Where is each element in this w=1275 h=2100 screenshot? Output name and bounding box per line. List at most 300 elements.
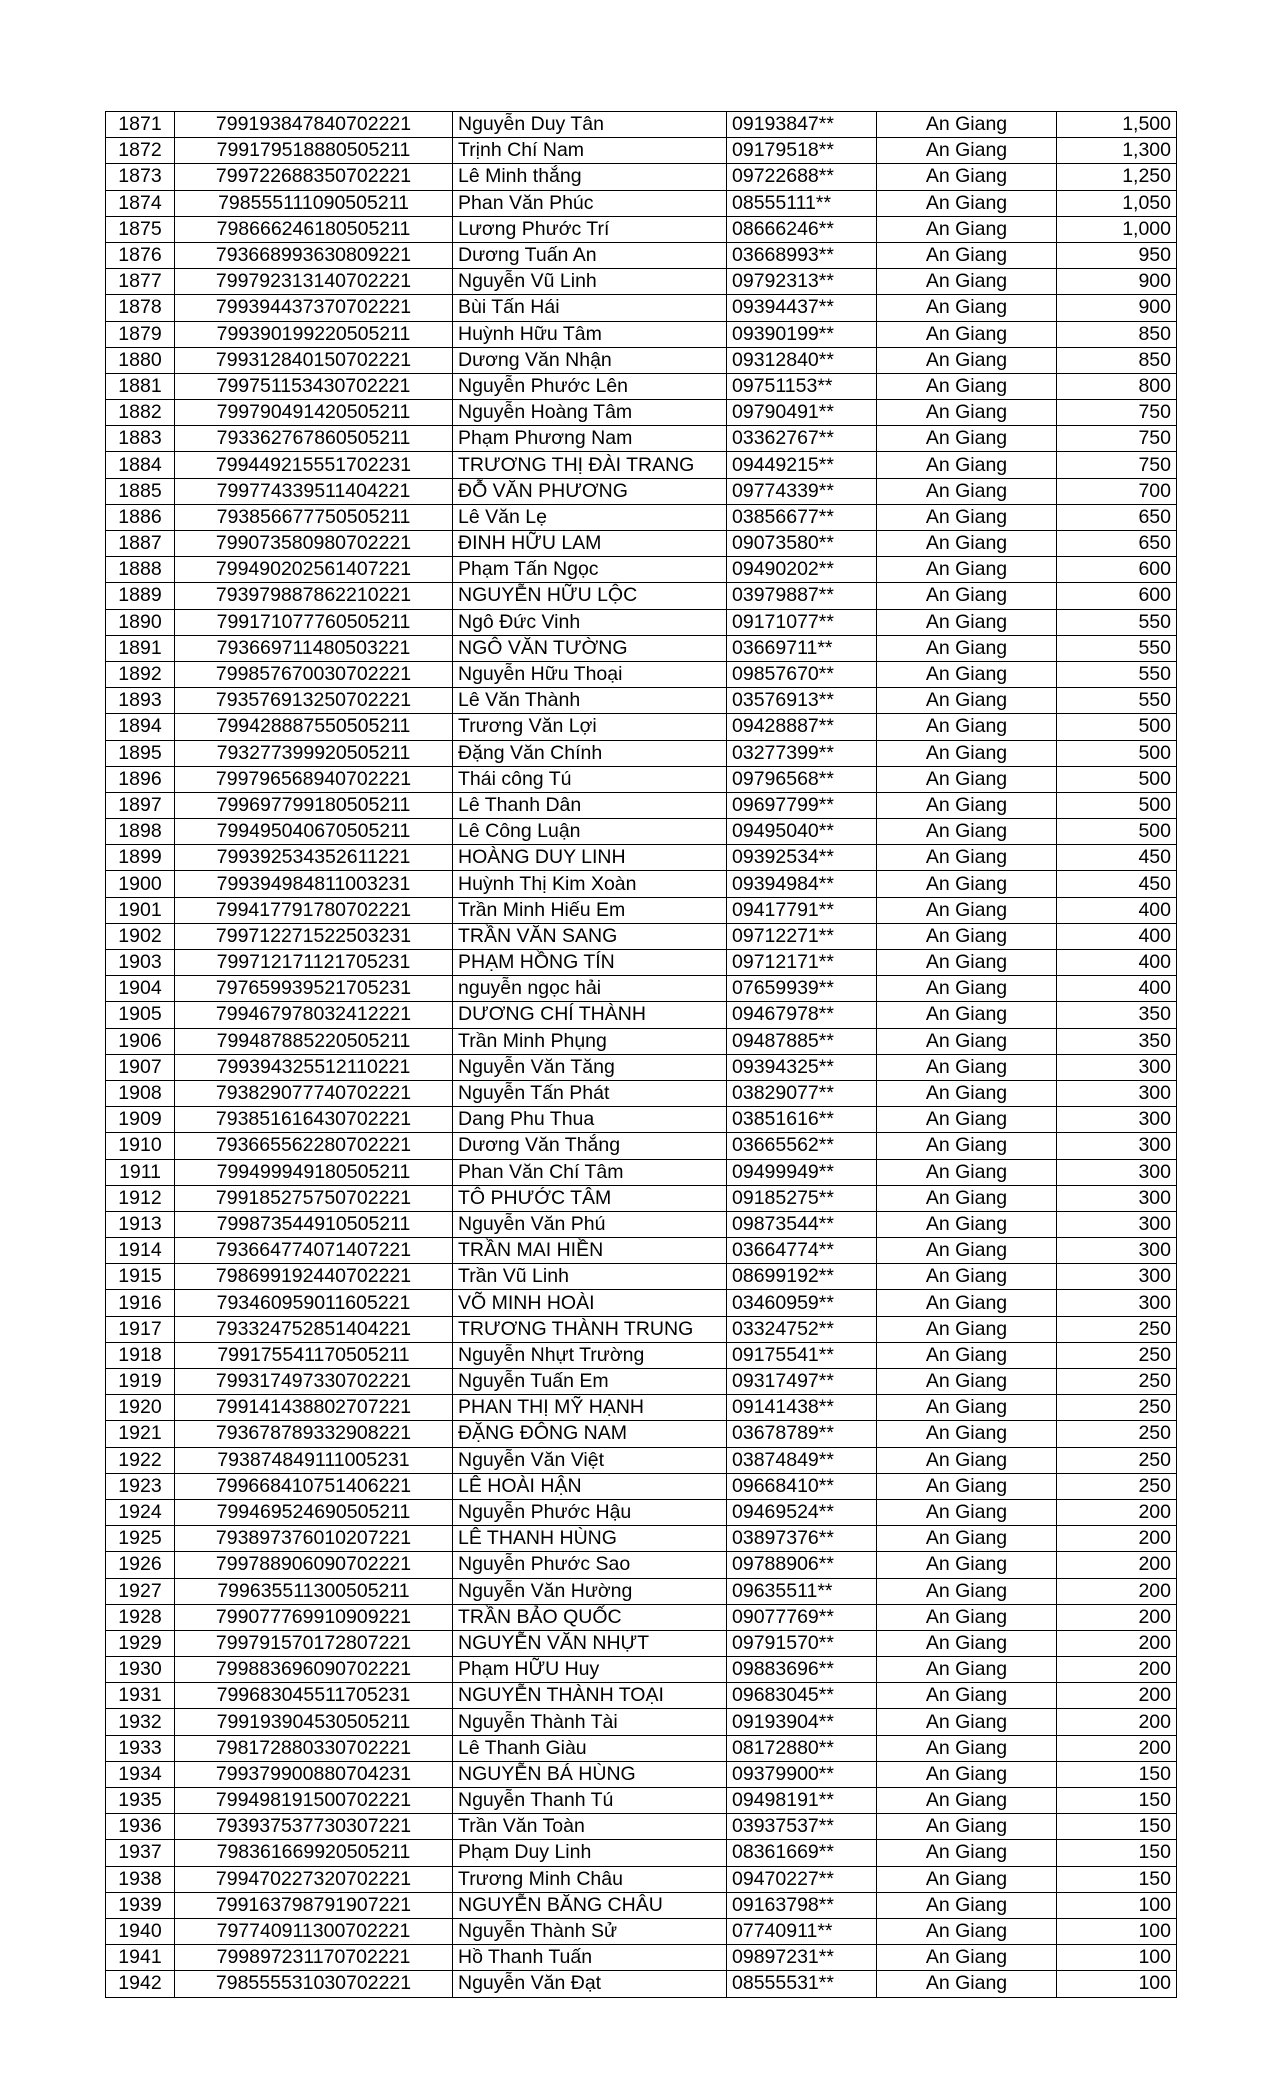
cell-name: PHẠM HỒNG TÍN <box>453 950 727 976</box>
cell-name: LÊ HOÀI HẬN <box>453 1473 727 1499</box>
table-row <box>106 164 1177 190</box>
cell-name: Trương Văn Lợi <box>453 714 727 740</box>
cell-name: Nguyễn Hữu Thoại <box>453 661 727 687</box>
cell-stt: 1881 <box>106 373 175 399</box>
cell-phone: 08666246** <box>727 216 877 242</box>
cell-code: 799193847840702221 <box>175 112 453 138</box>
cell-name: Nguyễn Thanh Tú <box>453 1788 727 1814</box>
cell-province: An Giang <box>877 1578 1057 1604</box>
cell-code: 799490202561407221 <box>175 557 453 583</box>
cell-stt: 1923 <box>106 1473 175 1499</box>
cell-code: 793669711480503221 <box>175 635 453 661</box>
table-row <box>106 766 1177 792</box>
cell-province: An Giang <box>877 1604 1057 1630</box>
cell-stt: 1933 <box>106 1735 175 1761</box>
cell-province: An Giang <box>877 1840 1057 1866</box>
cell-phone: 09394437** <box>727 295 877 321</box>
cell-amount: 950 <box>1057 242 1177 268</box>
cell-amount: 600 <box>1057 583 1177 609</box>
cell-amount: 550 <box>1057 609 1177 635</box>
cell-province: An Giang <box>877 1499 1057 1525</box>
cell-amount: 500 <box>1057 819 1177 845</box>
cell-amount: 200 <box>1057 1604 1177 1630</box>
cell-code: 799163798791907221 <box>175 1892 453 1918</box>
cell-code: 793979887862210221 <box>175 583 453 609</box>
cell-province: An Giang <box>877 976 1057 1002</box>
cell-stt: 1896 <box>106 766 175 792</box>
cell-stt: 1884 <box>106 452 175 478</box>
cell-amount: 150 <box>1057 1761 1177 1787</box>
cell-stt: 1877 <box>106 269 175 295</box>
cell-province: An Giang <box>877 1473 1057 1499</box>
cell-phone: 09668410** <box>727 1473 877 1499</box>
table-row <box>106 452 1177 478</box>
cell-name: Trần Minh Phụng <box>453 1028 727 1054</box>
cell-amount: 200 <box>1057 1526 1177 1552</box>
cell-phone: 09857670** <box>727 661 877 687</box>
cell-stt: 1915 <box>106 1264 175 1290</box>
cell-province: An Giang <box>877 766 1057 792</box>
cell-code: 799897231170702221 <box>175 1945 453 1971</box>
cell-code: 793829077740702221 <box>175 1080 453 1106</box>
cell-code: 799394984811003231 <box>175 871 453 897</box>
cell-code: 799873544910505211 <box>175 1211 453 1237</box>
cell-stt: 1890 <box>106 609 175 635</box>
cell-phone: 09697799** <box>727 792 877 818</box>
cell-province: An Giang <box>877 242 1057 268</box>
cell-province: An Giang <box>877 1002 1057 1028</box>
cell-amount: 400 <box>1057 923 1177 949</box>
table-row <box>106 688 1177 714</box>
cell-name: NGUYỄN THÀNH TOẠI <box>453 1683 727 1709</box>
cell-stt: 1905 <box>106 1002 175 1028</box>
cell-amount: 500 <box>1057 766 1177 792</box>
cell-stt: 1932 <box>106 1709 175 1735</box>
cell-stt: 1934 <box>106 1761 175 1787</box>
table-row <box>106 269 1177 295</box>
cell-amount: 100 <box>1057 1918 1177 1944</box>
table-row <box>106 1552 1177 1578</box>
cell-phone: 09790491** <box>727 400 877 426</box>
cell-phone: 09392534** <box>727 845 877 871</box>
cell-phone: 08361669** <box>727 1840 877 1866</box>
cell-stt: 1903 <box>106 950 175 976</box>
cell-code: 799428887550505211 <box>175 714 453 740</box>
cell-province: An Giang <box>877 792 1057 818</box>
cell-province: An Giang <box>877 1159 1057 1185</box>
cell-stt: 1912 <box>106 1185 175 1211</box>
cell-stt: 1871 <box>106 112 175 138</box>
cell-code: 799390199220505211 <box>175 321 453 347</box>
cell-phone: 09751153** <box>727 373 877 399</box>
cell-code: 799790491420505211 <box>175 400 453 426</box>
cell-stt: 1911 <box>106 1159 175 1185</box>
cell-code: 798666246180505211 <box>175 216 453 242</box>
cell-code: 798555531030702221 <box>175 1971 453 1997</box>
cell-code: 797659939521705231 <box>175 976 453 1002</box>
cell-stt: 1904 <box>106 976 175 1002</box>
cell-code: 798699192440702221 <box>175 1264 453 1290</box>
cell-phone: 08555531** <box>727 1971 877 1997</box>
table-row <box>106 373 1177 399</box>
cell-name: Nguyễn Thành Sử <box>453 1918 727 1944</box>
cell-name: Nguyễn Văn Đạt <box>453 1971 727 1997</box>
cell-province: An Giang <box>877 1814 1057 1840</box>
cell-phone: 09193904** <box>727 1709 877 1735</box>
data-table <box>105 111 1177 1998</box>
table-row <box>106 1866 1177 1892</box>
cell-phone: 09883696** <box>727 1657 877 1683</box>
cell-stt: 1927 <box>106 1578 175 1604</box>
cell-amount: 200 <box>1057 1552 1177 1578</box>
cell-phone: 09495040** <box>727 819 877 845</box>
cell-code: 799171077760505211 <box>175 609 453 635</box>
cell-phone: 03277399** <box>727 740 877 766</box>
cell-province: An Giang <box>877 1683 1057 1709</box>
cell-stt: 1908 <box>106 1080 175 1106</box>
table-row <box>106 1499 1177 1525</box>
cell-amount: 250 <box>1057 1369 1177 1395</box>
cell-amount: 300 <box>1057 1054 1177 1080</box>
cell-phone: 09791570** <box>727 1630 877 1656</box>
cell-province: An Giang <box>877 504 1057 530</box>
cell-phone: 09449215** <box>727 452 877 478</box>
cell-province: An Giang <box>877 1028 1057 1054</box>
cell-amount: 650 <box>1057 531 1177 557</box>
cell-province: An Giang <box>877 1892 1057 1918</box>
table-row <box>106 1526 1177 1552</box>
cell-province: An Giang <box>877 216 1057 242</box>
table-row <box>106 1447 1177 1473</box>
table-row <box>106 1185 1177 1211</box>
cell-code: 793665562280702221 <box>175 1133 453 1159</box>
cell-code: 799469524690505211 <box>175 1499 453 1525</box>
cell-code: 793460959011605221 <box>175 1290 453 1316</box>
table-row <box>106 1369 1177 1395</box>
cell-name: Dương Văn Nhận <box>453 347 727 373</box>
table-row <box>106 216 1177 242</box>
cell-name: LÊ THANH HÙNG <box>453 1526 727 1552</box>
cell-stt: 1882 <box>106 400 175 426</box>
cell-amount: 500 <box>1057 714 1177 740</box>
cell-stt: 1918 <box>106 1342 175 1368</box>
cell-name: NGUYỄN HỮU LỘC <box>453 583 727 609</box>
cell-phone: 03829077** <box>727 1080 877 1106</box>
cell-amount: 1,000 <box>1057 216 1177 242</box>
cell-code: 799073580980702221 <box>175 531 453 557</box>
cell-code: 799495040670505211 <box>175 819 453 845</box>
cell-amount: 400 <box>1057 950 1177 976</box>
cell-code: 793897376010207221 <box>175 1526 453 1552</box>
cell-stt: 1917 <box>106 1316 175 1342</box>
cell-phone: 09179518** <box>727 138 877 164</box>
table-row <box>106 1342 1177 1368</box>
cell-amount: 300 <box>1057 1107 1177 1133</box>
cell-amount: 500 <box>1057 740 1177 766</box>
cell-amount: 300 <box>1057 1133 1177 1159</box>
cell-phone: 03665562** <box>727 1133 877 1159</box>
cell-stt: 1900 <box>106 871 175 897</box>
cell-stt: 1893 <box>106 688 175 714</box>
cell-province: An Giang <box>877 112 1057 138</box>
cell-stt: 1935 <box>106 1788 175 1814</box>
cell-phone: 09487885** <box>727 1028 877 1054</box>
cell-code: 799392534352611221 <box>175 845 453 871</box>
cell-province: An Giang <box>877 269 1057 295</box>
cell-code: 798172880330702221 <box>175 1735 453 1761</box>
cell-province: An Giang <box>877 1342 1057 1368</box>
cell-amount: 550 <box>1057 635 1177 661</box>
cell-name: VÕ MINH HOÀI <box>453 1290 727 1316</box>
table-row <box>106 478 1177 504</box>
cell-phone: 09712271** <box>727 923 877 949</box>
cell-province: An Giang <box>877 400 1057 426</box>
cell-name: Nguyễn Tấn Phát <box>453 1080 727 1106</box>
cell-province: An Giang <box>877 819 1057 845</box>
cell-code: 799883696090702221 <box>175 1657 453 1683</box>
table-row <box>106 1238 1177 1264</box>
cell-code: 799185275750702221 <box>175 1185 453 1211</box>
cell-phone: 09394325** <box>727 1054 877 1080</box>
cell-stt: 1883 <box>106 426 175 452</box>
cell-province: An Giang <box>877 347 1057 373</box>
cell-phone: 09077769** <box>727 1604 877 1630</box>
cell-amount: 250 <box>1057 1447 1177 1473</box>
table-row <box>106 1918 1177 1944</box>
cell-stt: 1885 <box>106 478 175 504</box>
cell-amount: 150 <box>1057 1814 1177 1840</box>
cell-code: 799175541170505211 <box>175 1342 453 1368</box>
cell-stt: 1936 <box>106 1814 175 1840</box>
cell-code: 793664774071407221 <box>175 1238 453 1264</box>
cell-phone: 09722688** <box>727 164 877 190</box>
cell-amount: 1,500 <box>1057 112 1177 138</box>
cell-phone: 09897231** <box>727 1945 877 1971</box>
cell-name: TÔ PHƯỚC TÂM <box>453 1185 727 1211</box>
cell-name: Trần Vũ Linh <box>453 1264 727 1290</box>
cell-amount: 600 <box>1057 557 1177 583</box>
cell-name: Nguyễn Văn Hường <box>453 1578 727 1604</box>
cell-code: 799788906090702221 <box>175 1552 453 1578</box>
cell-amount: 200 <box>1057 1630 1177 1656</box>
cell-province: An Giang <box>877 1264 1057 1290</box>
cell-name: Lê Minh thắng <box>453 164 727 190</box>
cell-province: An Giang <box>877 661 1057 687</box>
cell-stt: 1873 <box>106 164 175 190</box>
cell-stt: 1901 <box>106 897 175 923</box>
cell-province: An Giang <box>877 1290 1057 1316</box>
table-row <box>106 923 1177 949</box>
cell-code: 793678789332908221 <box>175 1421 453 1447</box>
cell-stt: 1880 <box>106 347 175 373</box>
cell-phone: 09073580** <box>727 531 877 557</box>
cell-name: Dương Văn Thắng <box>453 1133 727 1159</box>
cell-code: 793851616430702221 <box>175 1107 453 1133</box>
cell-stt: 1898 <box>106 819 175 845</box>
cell-stt: 1940 <box>106 1918 175 1944</box>
cell-phone: 09417791** <box>727 897 877 923</box>
table-row <box>106 1159 1177 1185</box>
cell-name: Trịnh Chí Nam <box>453 138 727 164</box>
cell-phone: 09317497** <box>727 1369 877 1395</box>
cell-amount: 750 <box>1057 400 1177 426</box>
table-row <box>106 1683 1177 1709</box>
cell-phone: 09873544** <box>727 1211 877 1237</box>
cell-code: 799077769910909221 <box>175 1604 453 1630</box>
cell-province: An Giang <box>877 714 1057 740</box>
cell-province: An Giang <box>877 295 1057 321</box>
cell-code: 799712271522503231 <box>175 923 453 949</box>
cell-code: 799668410751406221 <box>175 1473 453 1499</box>
table-row <box>106 1604 1177 1630</box>
cell-stt: 1892 <box>106 661 175 687</box>
table-row <box>106 426 1177 452</box>
cell-phone: 03937537** <box>727 1814 877 1840</box>
cell-amount: 1,250 <box>1057 164 1177 190</box>
table-row <box>106 1630 1177 1656</box>
cell-name: TRƯƠNG THÀNH TRUNG <box>453 1316 727 1342</box>
cell-province: An Giang <box>877 583 1057 609</box>
cell-phone: 09312840** <box>727 347 877 373</box>
cell-amount: 200 <box>1057 1499 1177 1525</box>
cell-amount: 150 <box>1057 1840 1177 1866</box>
cell-code: 799394437370702221 <box>175 295 453 321</box>
cell-amount: 550 <box>1057 688 1177 714</box>
cell-province: An Giang <box>877 1918 1057 1944</box>
cell-amount: 250 <box>1057 1421 1177 1447</box>
cell-code: 793874849111005231 <box>175 1447 453 1473</box>
table-row <box>106 112 1177 138</box>
cell-code: 799697799180505211 <box>175 792 453 818</box>
cell-name: Nguyễn Duy Tân <box>453 112 727 138</box>
cell-name: TRẦN VĂN SANG <box>453 923 727 949</box>
cell-stt: 1928 <box>106 1604 175 1630</box>
cell-phone: 03851616** <box>727 1107 877 1133</box>
cell-name: ĐINH HỮU LAM <box>453 531 727 557</box>
cell-code: 799712171121705231 <box>175 950 453 976</box>
cell-code: 799498191500702221 <box>175 1788 453 1814</box>
cell-province: An Giang <box>877 871 1057 897</box>
cell-stt: 1929 <box>106 1630 175 1656</box>
table-row <box>106 1473 1177 1499</box>
table-row <box>106 1211 1177 1237</box>
cell-province: An Giang <box>877 1185 1057 1211</box>
cell-province: An Giang <box>877 1526 1057 1552</box>
cell-stt: 1889 <box>106 583 175 609</box>
cell-code: 793668993630809221 <box>175 242 453 268</box>
cell-code: 799312840150702221 <box>175 347 453 373</box>
cell-province: An Giang <box>877 1211 1057 1237</box>
table-row <box>106 1840 1177 1866</box>
cell-province: An Giang <box>877 1709 1057 1735</box>
cell-code: 799487885220505211 <box>175 1028 453 1054</box>
cell-amount: 700 <box>1057 478 1177 504</box>
cell-name: Nguyễn Tuấn Em <box>453 1369 727 1395</box>
cell-stt: 1886 <box>106 504 175 530</box>
cell-code: 793277399920505211 <box>175 740 453 766</box>
cell-province: An Giang <box>877 1054 1057 1080</box>
table-row <box>106 1892 1177 1918</box>
cell-amount: 150 <box>1057 1788 1177 1814</box>
cell-name: ĐỖ VĂN PHƯƠNG <box>453 478 727 504</box>
cell-name: Ngô Đức Vinh <box>453 609 727 635</box>
cell-name: Lê Thanh Dân <box>453 792 727 818</box>
table-row <box>106 1107 1177 1133</box>
cell-province: An Giang <box>877 478 1057 504</box>
cell-amount: 300 <box>1057 1211 1177 1237</box>
table-row <box>106 1054 1177 1080</box>
cell-province: An Giang <box>877 845 1057 871</box>
cell-phone: 03979887** <box>727 583 877 609</box>
cell-name: Phạm Tấn Ngọc <box>453 557 727 583</box>
cell-phone: 09163798** <box>727 1892 877 1918</box>
cell-stt: 1930 <box>106 1657 175 1683</box>
cell-name: Nguyễn Hoàng Tâm <box>453 400 727 426</box>
cell-amount: 900 <box>1057 269 1177 295</box>
table-row <box>106 1290 1177 1316</box>
cell-stt: 1942 <box>106 1971 175 1997</box>
table-row <box>106 1971 1177 1997</box>
cell-code: 793362767860505211 <box>175 426 453 452</box>
cell-amount: 450 <box>1057 845 1177 871</box>
cell-province: An Giang <box>877 1945 1057 1971</box>
cell-amount: 800 <box>1057 373 1177 399</box>
cell-name: Lê Công Luận <box>453 819 727 845</box>
cell-province: An Giang <box>877 1080 1057 1106</box>
cell-name: Dương Tuấn An <box>453 242 727 268</box>
cell-province: An Giang <box>877 740 1057 766</box>
cell-name: TRẦN BẢO QUỐC <box>453 1604 727 1630</box>
cell-amount: 150 <box>1057 1866 1177 1892</box>
cell-province: An Giang <box>877 1107 1057 1133</box>
table-row <box>106 583 1177 609</box>
cell-phone: 03897376** <box>727 1526 877 1552</box>
cell-name: Đặng Văn Chính <box>453 740 727 766</box>
cell-phone: 03669711** <box>727 635 877 661</box>
cell-name: NGUYỄN BĂNG CHÂU <box>453 1892 727 1918</box>
table-row <box>106 1735 1177 1761</box>
cell-name: Phan Văn Phúc <box>453 190 727 216</box>
cell-stt: 1895 <box>106 740 175 766</box>
cell-code: 799792313140702221 <box>175 269 453 295</box>
cell-amount: 300 <box>1057 1290 1177 1316</box>
cell-phone: 03576913** <box>727 688 877 714</box>
cell-name: Trần Minh Hiếu Em <box>453 897 727 923</box>
cell-amount: 300 <box>1057 1159 1177 1185</box>
cell-name: NGUYỄN VĂN NHỰT <box>453 1630 727 1656</box>
cell-code: 799751153430702221 <box>175 373 453 399</box>
cell-name: PHAN THỊ MỸ HẠNH <box>453 1395 727 1421</box>
cell-province: An Giang <box>877 1866 1057 1892</box>
cell-amount: 850 <box>1057 321 1177 347</box>
table-row <box>106 1578 1177 1604</box>
cell-name: Nguyễn Văn Phú <box>453 1211 727 1237</box>
cell-code: 793576913250702221 <box>175 688 453 714</box>
cell-amount: 200 <box>1057 1683 1177 1709</box>
table-row <box>106 1264 1177 1290</box>
cell-name: Phạm Duy Linh <box>453 1840 727 1866</box>
cell-name: Huỳnh Hữu Tâm <box>453 321 727 347</box>
table-row <box>106 242 1177 268</box>
cell-province: An Giang <box>877 1630 1057 1656</box>
cell-stt: 1916 <box>106 1290 175 1316</box>
cell-phone: 09470227** <box>727 1866 877 1892</box>
cell-name: Nguyễn Thành Tài <box>453 1709 727 1735</box>
cell-stt: 1941 <box>106 1945 175 1971</box>
table-row <box>106 1709 1177 1735</box>
cell-name: ĐẶNG ĐÔNG NAM <box>453 1421 727 1447</box>
cell-stt: 1921 <box>106 1421 175 1447</box>
